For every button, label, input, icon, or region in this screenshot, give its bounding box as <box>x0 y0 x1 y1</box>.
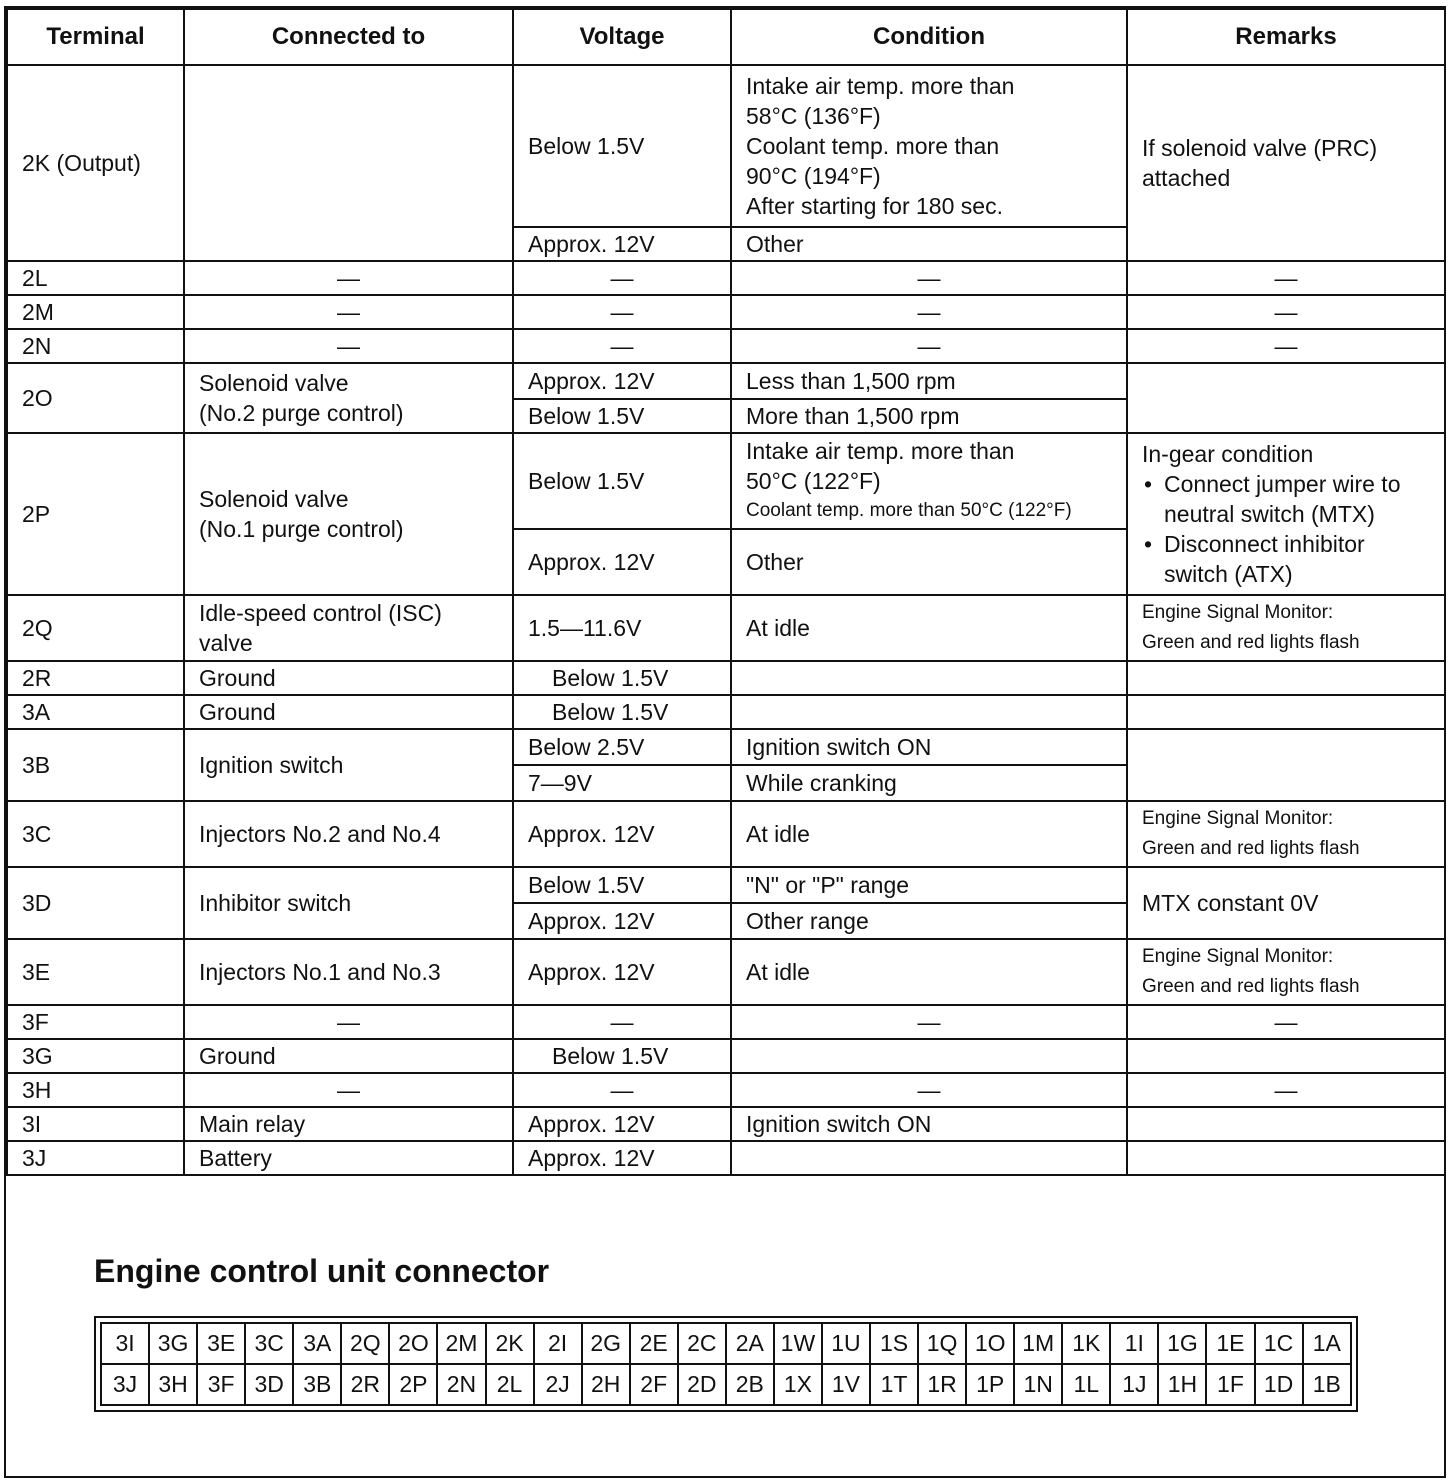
connector-pin: 1G <box>1158 1323 1206 1364</box>
connector-title: Engine control unit connector <box>94 1253 550 1289</box>
condition-cell: Other range <box>731 903 1127 939</box>
connector-pin: 2M <box>437 1323 485 1364</box>
condition-cell <box>731 661 1127 695</box>
connector-pin: 2E <box>630 1323 678 1364</box>
remarks-cell: — <box>1127 295 1445 329</box>
remarks-heading: In-gear condition <box>1142 441 1314 467</box>
connector-row-bottom <box>101 1364 1351 1405</box>
table-row <box>7 261 1445 295</box>
voltage-cell: Below 1.5V <box>513 661 731 695</box>
remarks-line: Engine Signal Monitor: <box>1142 602 1334 623</box>
voltage-cell: Below 1.5V <box>513 65 731 227</box>
remarks-cell <box>1127 729 1445 801</box>
table-row <box>7 1005 1445 1039</box>
remarks-cell <box>1127 661 1445 695</box>
connector-pin: 3B <box>293 1364 341 1405</box>
terminal-cell: 3C <box>7 801 184 867</box>
connector-pin: 2K <box>486 1323 534 1364</box>
condition-cell: Ignition switch ON <box>731 729 1127 765</box>
connected-cell <box>184 363 513 433</box>
condition-cell <box>731 65 1127 227</box>
header-remarks: Remarks <box>1127 9 1445 65</box>
connector-pin: 2L <box>486 1364 534 1405</box>
connected-line: (No.2 purge control) <box>199 400 404 426</box>
table-row <box>7 329 1445 363</box>
condition-line: 90°C (194°F) <box>746 163 881 189</box>
connector-pin: 1X <box>774 1364 822 1405</box>
connector-pin: 2I <box>534 1323 582 1364</box>
connector-pin: 1I <box>1110 1323 1158 1364</box>
table-row <box>7 1141 1445 1175</box>
condition-cell: Less than 1,500 rpm <box>731 363 1127 399</box>
table-row <box>7 1073 1445 1107</box>
terminal-cell: 3J <box>7 1141 184 1175</box>
terminal-cell: 3F <box>7 1005 184 1039</box>
connector-pin: 2O <box>389 1323 437 1364</box>
connector-pin: 1M <box>1014 1323 1062 1364</box>
connector-pin: 3C <box>245 1323 293 1364</box>
table-row <box>7 1107 1445 1141</box>
connected-cell <box>184 595 513 661</box>
remarks-cell <box>1127 595 1445 661</box>
table-row <box>7 801 1445 867</box>
connected-cell: — <box>184 295 513 329</box>
voltage-cell: — <box>513 1073 731 1107</box>
connector-pin: 1D <box>1255 1364 1303 1405</box>
condition-line: Coolant temp. more than 50°C (122°F) <box>746 500 1072 521</box>
terminal-cell: 3D <box>7 867 184 939</box>
condition-cell: — <box>731 329 1127 363</box>
remarks-cell <box>1127 363 1445 433</box>
connected-cell: Main relay <box>184 1107 513 1141</box>
table-row <box>7 65 1445 227</box>
table-row <box>7 595 1445 661</box>
condition-cell <box>731 433 1127 529</box>
voltage-cell: Approx. 12V <box>513 1141 731 1175</box>
connector-pin: 2Q <box>341 1323 389 1364</box>
connector-pin: 1E <box>1206 1323 1254 1364</box>
voltage-cell: Below 1.5V <box>513 1039 731 1073</box>
remarks-cell: — <box>1127 1073 1445 1107</box>
voltage-cell: Approx. 12V <box>513 801 731 867</box>
connector-pin: 1H <box>1158 1364 1206 1405</box>
voltage-cell: 1.5—11.6V <box>513 595 731 661</box>
table-row <box>7 433 1445 529</box>
connected-cell: Battery <box>184 1141 513 1175</box>
header-condition: Condition <box>731 9 1127 65</box>
remarks-line: Engine Signal Monitor: <box>1142 946 1334 967</box>
connector-pin: 1Q <box>918 1323 966 1364</box>
terminal-cell: 2N <box>7 329 184 363</box>
connector-pin: 2C <box>678 1323 726 1364</box>
condition-cell: — <box>731 261 1127 295</box>
condition-cell: Ignition switch ON <box>731 1107 1127 1141</box>
remarks-bullet-list <box>1142 469 1430 589</box>
connector-pin: 1N <box>1014 1364 1062 1405</box>
condition-line: 50°C (122°F) <box>746 468 881 494</box>
remarks-line: Green and red lights flash <box>1142 838 1360 859</box>
connector-pin: 3I <box>101 1323 149 1364</box>
voltage-cell: — <box>513 329 731 363</box>
remarks-bullet: • Connect jumper wire to neutral switch (MTX) <box>1142 469 1430 529</box>
connector-pin: 2P <box>389 1364 437 1405</box>
connector-pin: 1V <box>822 1364 870 1405</box>
voltage-cell: Approx. 12V <box>513 903 731 939</box>
remarks-cell <box>1127 65 1445 261</box>
connected-cell: Ignition switch <box>184 729 513 801</box>
connected-line: Idle-speed control (ISC) <box>199 600 442 626</box>
connector-pin: 2F <box>630 1364 678 1405</box>
remarks-cell <box>1127 1107 1445 1141</box>
voltage-cell: Approx. 12V <box>513 939 731 1005</box>
remarks-line: Green and red lights flash <box>1142 976 1360 997</box>
connector-pin: 1W <box>774 1323 822 1364</box>
connector-pin: 1P <box>966 1364 1014 1405</box>
voltage-cell: Below 1.5V <box>513 433 731 529</box>
connector-pin: 1B <box>1303 1364 1351 1405</box>
connected-cell: — <box>184 261 513 295</box>
voltage-cell: Approx. 12V <box>513 1107 731 1141</box>
condition-cell <box>731 1039 1127 1073</box>
connector-pin: 3E <box>197 1323 245 1364</box>
terminal-cell: 2M <box>7 295 184 329</box>
table-row <box>7 295 1445 329</box>
remarks-cell <box>1127 801 1445 867</box>
condition-line: Coolant temp. more than <box>746 133 1000 159</box>
connector-pin: 3J <box>101 1364 149 1405</box>
condition-cell: Other <box>731 227 1127 261</box>
condition-line: 58°C (136°F) <box>746 103 881 129</box>
connector-pin: 2J <box>534 1364 582 1405</box>
voltage-cell: — <box>513 295 731 329</box>
remarks-cell <box>1127 433 1445 595</box>
condition-cell: "N" or "P" range <box>731 867 1127 903</box>
remarks-cell <box>1127 939 1445 1005</box>
header-terminal: Terminal <box>7 9 184 65</box>
remarks-cell: — <box>1127 329 1445 363</box>
condition-line: After starting for 180 sec. <box>746 193 1003 219</box>
voltage-cell: Approx. 12V <box>513 227 731 261</box>
connected-cell <box>184 65 513 261</box>
terminal-cell: 3E <box>7 939 184 1005</box>
connector-pin: 3D <box>245 1364 293 1405</box>
connector-pin: 1J <box>1110 1364 1158 1405</box>
terminal-cell: 2O <box>7 363 184 433</box>
terminal-cell: 3I <box>7 1107 184 1141</box>
connector-pin: 3H <box>149 1364 197 1405</box>
terminal-spec-table <box>6 8 1446 1176</box>
terminal-cell: 3A <box>7 695 184 729</box>
terminal-cell: 2K (Output) <box>7 65 184 261</box>
connected-cell: Ground <box>184 1039 513 1073</box>
remarks-cell <box>1127 1039 1445 1073</box>
connector-pin: 1U <box>822 1323 870 1364</box>
condition-cell: At idle <box>731 801 1127 867</box>
connected-line: valve <box>199 630 253 656</box>
connected-cell: Inhibitor switch <box>184 867 513 939</box>
connector-pin: 1F <box>1206 1364 1254 1405</box>
connector-pin: 3G <box>149 1323 197 1364</box>
table-row <box>7 1039 1445 1073</box>
voltage-cell: Approx. 12V <box>513 529 731 595</box>
condition-cell: Other <box>731 529 1127 595</box>
connector-pin: 1S <box>870 1323 918 1364</box>
remarks-cell: — <box>1127 261 1445 295</box>
terminal-cell: 2Q <box>7 595 184 661</box>
voltage-cell: — <box>513 261 731 295</box>
connector-pin: 2D <box>678 1364 726 1405</box>
remarks-cell: MTX constant 0V <box>1127 867 1445 939</box>
connected-line: Solenoid valve <box>199 486 349 512</box>
terminal-cell: 3B <box>7 729 184 801</box>
connector-pin: 2B <box>726 1364 774 1405</box>
connector-pin: 3F <box>197 1364 245 1405</box>
connector-pin-grid <box>100 1322 1352 1406</box>
connected-line: (No.1 purge control) <box>199 516 404 542</box>
header-row <box>7 9 1445 65</box>
condition-cell: — <box>731 295 1127 329</box>
remarks-cell: — <box>1127 1005 1445 1039</box>
connector-pin: 2N <box>437 1364 485 1405</box>
connected-cell: Injectors No.2 and No.4 <box>184 801 513 867</box>
connector-pin: 2H <box>582 1364 630 1405</box>
terminal-cell: 2P <box>7 433 184 595</box>
connected-cell: — <box>184 1005 513 1039</box>
voltage-cell: Below 1.5V <box>513 867 731 903</box>
table-row <box>7 695 1445 729</box>
connector-pin: 1L <box>1062 1364 1110 1405</box>
table-row <box>7 939 1445 1005</box>
connector-pin: 2A <box>726 1323 774 1364</box>
condition-cell: While cranking <box>731 765 1127 801</box>
document-page <box>4 6 1446 1478</box>
terminal-cell: 3G <box>7 1039 184 1073</box>
header-connected-to: Connected to <box>184 9 513 65</box>
connector-pin: 2R <box>341 1364 389 1405</box>
remarks-line: Engine Signal Monitor: <box>1142 808 1334 829</box>
connected-cell: — <box>184 1073 513 1107</box>
condition-cell: At idle <box>731 595 1127 661</box>
voltage-cell: Below 2.5V <box>513 729 731 765</box>
terminal-cell: 2L <box>7 261 184 295</box>
remarks-bullet: • Disconnect inhibitor switch (ATX) <box>1142 529 1430 589</box>
condition-line: Intake air temp. more than <box>746 73 1015 99</box>
connector-pin: 1R <box>918 1364 966 1405</box>
connected-line: Solenoid valve <box>199 370 349 396</box>
remarks-line: If solenoid valve (PRC) <box>1142 135 1378 161</box>
connected-cell: Ground <box>184 661 513 695</box>
condition-line: Intake air temp. more than <box>746 438 1015 464</box>
terminal-cell: 3H <box>7 1073 184 1107</box>
table-row <box>7 729 1445 765</box>
connected-cell: — <box>184 329 513 363</box>
connected-cell: Ground <box>184 695 513 729</box>
voltage-cell: Approx. 12V <box>513 363 731 399</box>
connector-row-top <box>101 1323 1351 1364</box>
connector-pin: 1C <box>1255 1323 1303 1364</box>
voltage-cell: 7—9V <box>513 765 731 801</box>
condition-cell <box>731 695 1127 729</box>
condition-cell: At idle <box>731 939 1127 1005</box>
connected-cell: Injectors No.1 and No.3 <box>184 939 513 1005</box>
table-row <box>7 363 1445 399</box>
table-row <box>7 867 1445 903</box>
condition-cell <box>731 1141 1127 1175</box>
remarks-line: attached <box>1142 165 1231 191</box>
remarks-line: Green and red lights flash <box>1142 632 1360 653</box>
voltage-cell: Below 1.5V <box>513 399 731 433</box>
condition-cell: — <box>731 1073 1127 1107</box>
connector-pin: 1A <box>1303 1323 1351 1364</box>
connector-pin: 1O <box>966 1323 1014 1364</box>
remarks-cell <box>1127 695 1445 729</box>
connector-pin: 3A <box>293 1323 341 1364</box>
voltage-cell: — <box>513 1005 731 1039</box>
connector-diagram <box>94 1316 1358 1412</box>
connector-pin: 1T <box>870 1364 918 1405</box>
remarks-cell <box>1127 1141 1445 1175</box>
connected-cell <box>184 433 513 595</box>
voltage-cell: Below 1.5V <box>513 695 731 729</box>
terminal-cell: 2R <box>7 661 184 695</box>
header-voltage: Voltage <box>513 9 731 65</box>
connector-pin: 1K <box>1062 1323 1110 1364</box>
condition-cell: More than 1,500 rpm <box>731 399 1127 433</box>
condition-cell: — <box>731 1005 1127 1039</box>
table-row <box>7 661 1445 695</box>
connector-pin: 2G <box>582 1323 630 1364</box>
